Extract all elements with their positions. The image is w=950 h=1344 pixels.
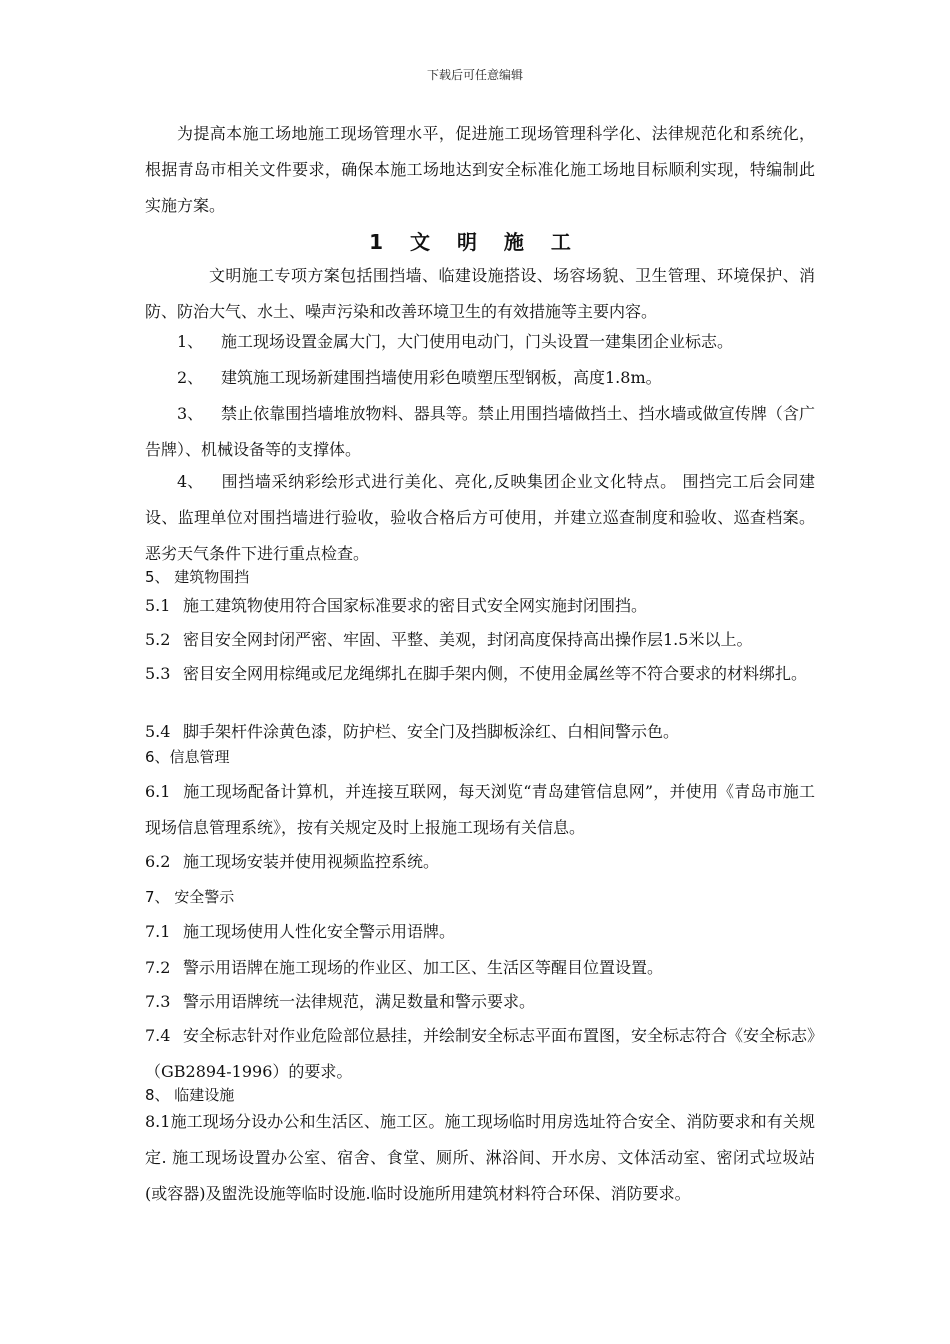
item-text: 施工现场安装并使用视频监控系统。 bbox=[183, 852, 440, 871]
intro-paragraph: 为提高本施工场地施工现场管理水平，促进施工现场管理科学化、法律规范化和系统化，根据青岛市相关文件要求，确保本施工场地达到安全标准化施工场地目标顺利实现，特编制此实施方案。 bbox=[145, 124, 815, 215]
list-item bbox=[145, 950, 815, 986]
item-text: 施工建筑物使用符合国家标准要求的密目式安全网实施封闭围挡。 bbox=[183, 596, 648, 615]
item-text: 施工现场使用人性化安全警示用语牌。 bbox=[183, 922, 456, 941]
item-number: 8.1 bbox=[145, 1112, 171, 1131]
list-item bbox=[145, 396, 815, 468]
section-6-title: 6、信息管理 bbox=[145, 748, 230, 766]
list-item bbox=[145, 774, 815, 846]
item-number: 7.1 bbox=[145, 922, 171, 941]
list-item bbox=[145, 360, 815, 396]
item-text: 施工现场配备计算机，并连接互联网，每天浏览“青岛建管信息网”，并使用《青岛市施工现场信息管理系统》，按有关规定及时上报施工现场有关信息。 bbox=[145, 782, 815, 837]
item-text: 建筑施工现场新建围挡墙使用彩色喷塑压型钢板，高度1.8m。 bbox=[221, 368, 662, 387]
item-text: 围挡墙采纳彩绘形式进行美化、亮化,反映集团企业文化特点。 围挡完工后会同建设、监理单位对围挡墙进行验收，验收合格后方可使用，并建立巡查制度和验收、巡查档案。恶劣天气条件下进行重点检查。 bbox=[145, 472, 815, 563]
list-item bbox=[145, 656, 815, 692]
list-item bbox=[145, 324, 815, 360]
item-text: 警示用语牌在施工现场的作业区、加工区、生活区等醒目位置设置。 bbox=[183, 958, 664, 977]
item-number: 5.2 bbox=[145, 630, 171, 649]
item-number: 4、 bbox=[177, 472, 204, 491]
chapter-heading: 1 文 明 施 工 bbox=[369, 230, 581, 254]
list-item bbox=[145, 984, 815, 1020]
page-header: 下载后可任意编辑 bbox=[426, 68, 523, 82]
item-text: 脚手架杆件涂黄色漆，防护栏、安全门及挡脚板涂红、白相间警示色。 bbox=[183, 722, 680, 741]
section-8-title: 8、 临建设施 bbox=[145, 1086, 235, 1104]
item-number: 7.3 bbox=[145, 992, 171, 1011]
item-text: 安全标志针对作业危险部位悬挂，并绘制安全标志平面布置图，安全标志符合《安全标志》（GB2894-1996）的要求。 bbox=[145, 1026, 816, 1081]
item-number: 7.2 bbox=[145, 958, 171, 977]
list-item bbox=[145, 1104, 815, 1212]
section-7-title: 7、 安全警示 bbox=[145, 888, 235, 906]
list-item bbox=[145, 622, 815, 658]
item-number: 3、 bbox=[177, 404, 204, 423]
item-number: 6.2 bbox=[145, 852, 171, 871]
item-text: 施工现场设置金属大门，大门使用电动门，门头设置一建集团企业标志。 bbox=[221, 332, 734, 351]
item-number: 5.3 bbox=[145, 664, 171, 683]
item-number: 7.4 bbox=[145, 1026, 171, 1045]
item-text: 密目安全网封闭严密、牢固、平整、美观，封闭高度保持高出操作层1.5米以上。 bbox=[183, 630, 753, 649]
list-item bbox=[145, 1018, 815, 1090]
list-item bbox=[145, 844, 815, 880]
item-text: 施工现场分设办公和生活区、施工区。施工现场临时用房选址符合安全、消防要求和有关规定. 施工现场设置办公室、宿舍、食堂、厕所、淋浴间、开水房、文体活动室、密闭式垃圾站(或容器)及盥洗设施等临时设施.临时设施所用建筑材料符合环保、消防要求。 bbox=[145, 1112, 815, 1203]
section-5-title: 5、 建筑物围挡 bbox=[145, 568, 250, 586]
list-item bbox=[145, 588, 815, 624]
item-text: 密目安全网用棕绳或尼龙绳绑扎在脚手架内侧，不使用金属丝等不符合要求的材料绑扎。 bbox=[183, 664, 808, 683]
list-item bbox=[145, 714, 815, 750]
list-item bbox=[145, 464, 815, 572]
item-number: 5.4 bbox=[145, 722, 171, 741]
list-item bbox=[145, 914, 815, 950]
item-text: 警示用语牌统一法律规范，满足数量和警示要求。 bbox=[183, 992, 536, 1011]
item-number: 5.1 bbox=[145, 596, 171, 615]
item-text: 禁止依靠围挡墙堆放物料、器具等。禁止用围挡墙做挡土、挡水墙或做宣传牌（含广告牌）、机械设备等的支撑体。 bbox=[145, 404, 815, 459]
item-number: 1、 bbox=[177, 332, 204, 351]
item-number: 6.1 bbox=[145, 782, 171, 801]
chapter-intro-paragraph: 文明施工专项方案包括围挡墙、临建设施搭设、场容场貌、卫生管理、环境保护、消防、防治大气、水土、噪声污染和改善环境卫生的有效措施等主要内容。 bbox=[145, 266, 815, 321]
item-number: 2、 bbox=[177, 368, 204, 387]
